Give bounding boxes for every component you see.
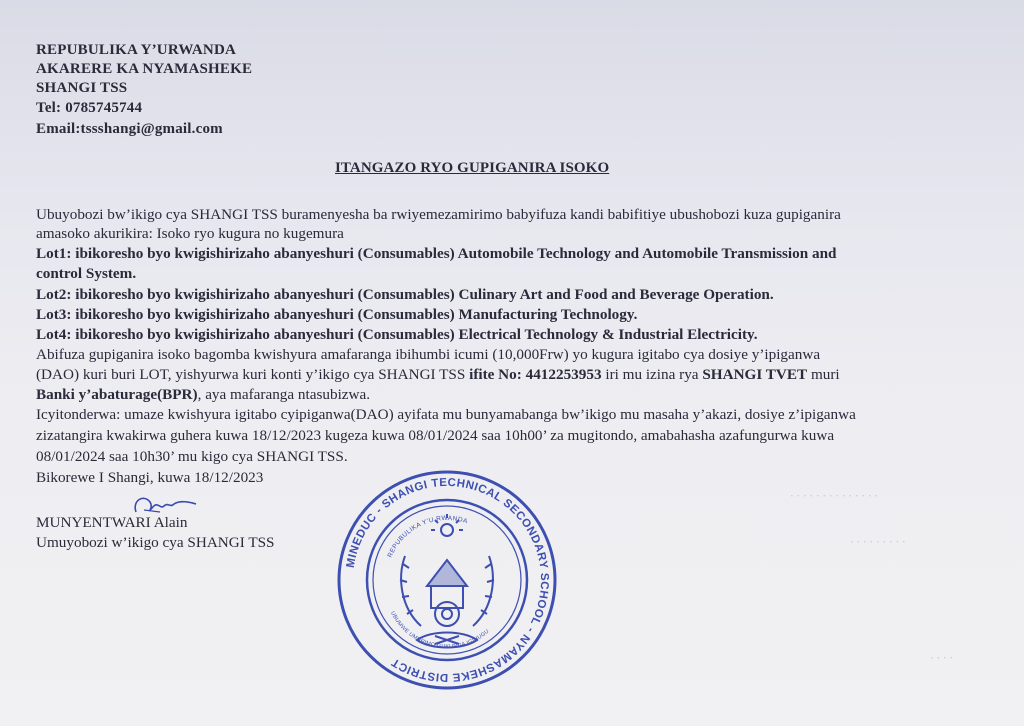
school-stamp: [335, 468, 559, 692]
bleed-through-text: · · · · · · · · ·: [850, 534, 906, 549]
header-phone: Tel: 0785745744: [36, 100, 143, 116]
lot4-line: Lot4: ibikoresho byo kwigishirizaho abanyeshuri (Consumables) Electrical Technology & Industrial Electricity.: [36, 326, 758, 343]
intro-line-1: Ubuyobozi bw’ikigo cya SHANGI TSS buramenyesha ba rwiyemezamirimo babyifuza kandi babifitiye ubushobozi kuza gupiganira: [36, 206, 841, 223]
bleed-through-text: · · · ·: [930, 650, 953, 665]
lot3-line: Lot3: ibikoresho byo kwigishirizaho abanyeshuri (Consumables) Manufacturing Technology.: [36, 306, 638, 323]
signatory-role: Umuyobozi w’ikigo cya SHANGI TSS: [36, 534, 275, 551]
note-line-3: 08/01/2024 saa 10h30’ mu kigo cya SHANGI TSS.: [36, 448, 348, 465]
rwanda-emblem-icon: [400, 514, 494, 648]
bleed-through-text: · · · · · · · · · · · · · ·: [790, 488, 878, 503]
account-number: ifite No: 4412253953: [469, 366, 602, 383]
note-line-2: zizatangira kwakirwa guhera kuwa 18/12/2023 kugeza kuwa 08/01/2024 saa 10h00’ za mugitondo, amabahasha azafungurwa kuwa: [36, 427, 835, 444]
bank-name: Banki y’abaturage(BPR): [36, 386, 198, 403]
header-country: REPUBULIKA Y’URWANDA: [36, 42, 237, 58]
payment-line-3: [36, 385, 370, 404]
payment-text: , aya mafaranga ntasubizwa.: [197, 386, 371, 403]
payment-text: muri: [807, 366, 840, 383]
stamp-inner-bottom-text: UBUMWE UMURIMO GUKUNDA IGIHUGU: [389, 610, 491, 651]
payment-line-1: Abifuza gupiganira isoko bagomba kwishyura amafaranga ibihumbi icumi (10,000Frw) yo kugura igitabo cya dosiye y’ipiganwa: [36, 346, 821, 363]
signatory-name: MUNYENTWARI Alain: [36, 514, 188, 531]
place-date: Bikorewe I Shangi, kuwa 18/12/2023: [36, 469, 264, 486]
lot1-line-2: control System.: [36, 265, 137, 282]
payment-text: iri mu izina rya: [601, 366, 703, 383]
stamp-outer-text: MINEDUC - SHANGI TECHNICAL SECONDARY SCHOOL - NYAMASHEKE DISTRICT: [344, 476, 551, 684]
payment-text: (DAO) kuri buri LOT, yishyurwa kuri konti y’ikigo cya SHANGI TSS: [36, 366, 470, 383]
stamp-inner-top-text: REPUBULIKA Y’U RWANDA: [386, 514, 469, 559]
header-district: AKARERE KA NYAMASHEKE: [36, 61, 253, 77]
payment-line-2: [36, 365, 840, 384]
note-line-1: Icyitonderwa: umaze kwishyura igitabo cyipiganwa(DAO) ayifata mu bunyamabanga bw’ikigo mu masaha y’akazi, dosiye z’ipiganwa: [36, 406, 856, 423]
lot2-line: Lot2: ibikoresho byo kwigishirizaho abanyeshuri (Consumables) Culinary Art and Food and Beverage Operation.: [36, 286, 774, 303]
lot1-line-1: Lot1: ibikoresho byo kwigishirizaho abanyeshuri (Consumables) Automobile Technology and Automobile Transmission and: [36, 245, 837, 262]
header-email: Email:tssshangi@gmail.com: [36, 121, 223, 137]
account-name: SHANGI TVET: [702, 366, 808, 383]
header-school: SHANGI TSS: [36, 80, 128, 96]
intro-line-2: amasoko akurikira: Isoko ryo kugura no kugemura: [36, 225, 344, 242]
document-title: ITANGAZO RYO GUPIGANIRA ISOKO: [335, 160, 610, 176]
